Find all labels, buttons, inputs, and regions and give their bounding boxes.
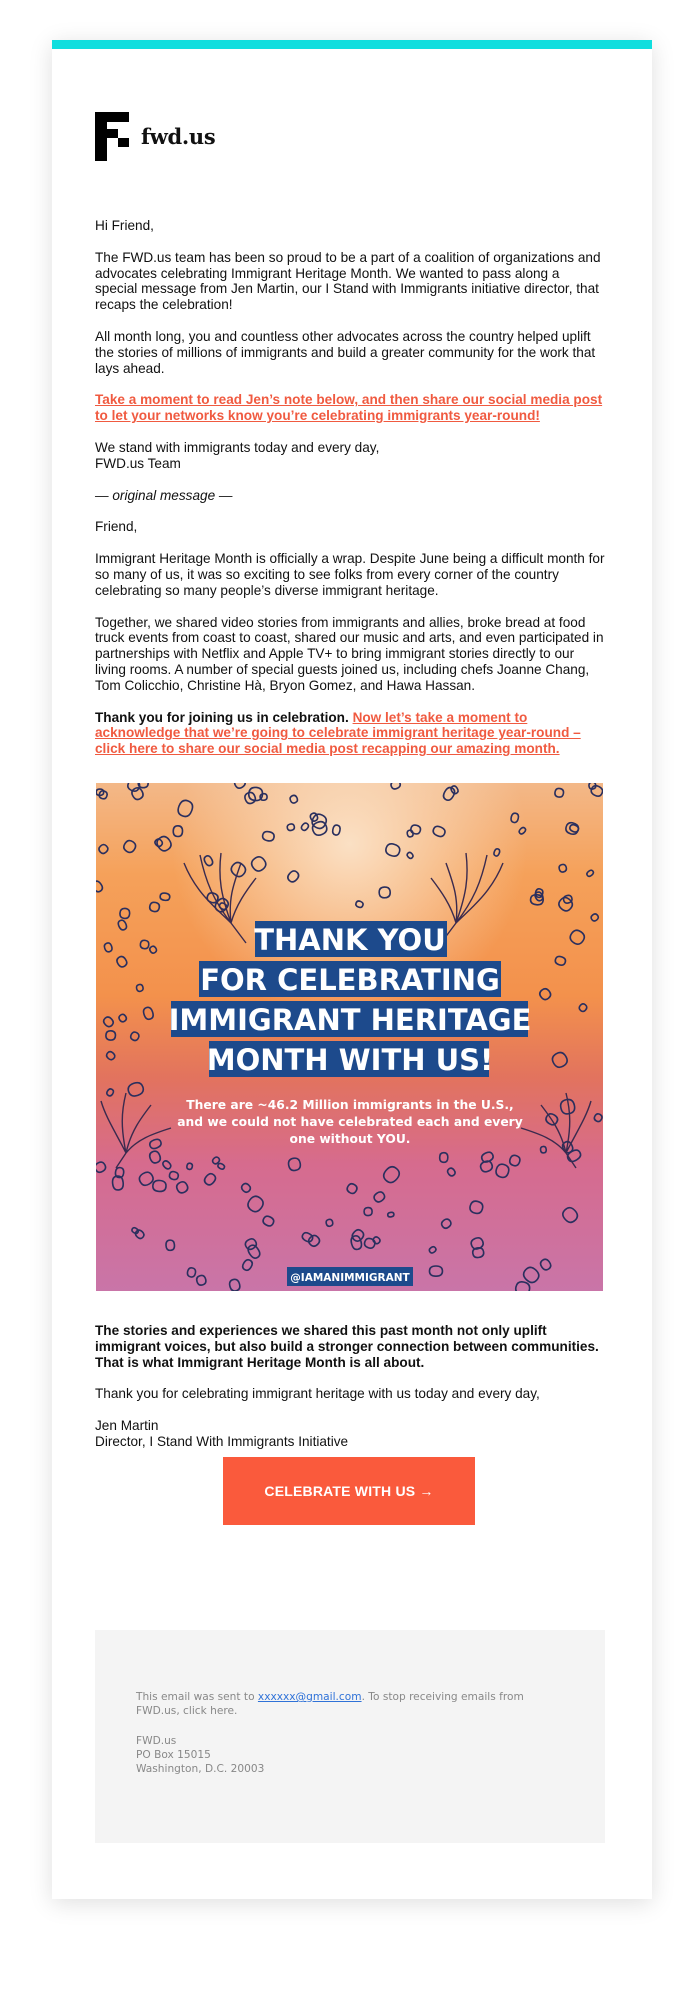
footer-unsubscribe[interactable]: . To stop receiving emails from FWD.us, click here. xyxy=(136,1691,524,1717)
fwd-us-logo[interactable] xyxy=(95,112,215,161)
footer-email-link[interactable]: xxxxxx@gmail.com xyxy=(257,1691,362,1703)
share-post-link[interactable]: Now let’s take a moment to acknowledge that we’re going to celebrate immigrant heritage year-round – click here to share our social media post recapping our amazing month. xyxy=(95,709,581,757)
footer-po-box: PO Box 15015 xyxy=(136,1749,211,1761)
thanks-text: Thank you for joining us in celebration. xyxy=(95,709,349,725)
original-message-divider: — original message — xyxy=(95,487,233,503)
subtext-line-2: and we could not have celebrated each and every xyxy=(177,1115,523,1129)
footer-sent-prefix: This email was sent to xyxy=(136,1691,258,1703)
headline-line-2: FOR CELEBRATING xyxy=(200,963,500,997)
greeting: Hi Friend, xyxy=(95,218,154,233)
headline-line-4: MONTH WITH US! xyxy=(206,1043,494,1077)
stories-paragraph: The stories and experiences we shared this past month not only uplift immigrant voices, but also build a stronger connection between communities. That is what Immigrant Heritage Month is all about. xyxy=(95,1323,599,1370)
thank-you-paragraph: Thank you for celebrating immigrant heritage with us today and every day, xyxy=(95,1386,540,1402)
team-signature: FWD.us Team xyxy=(95,455,181,471)
footer-org: FWD.us xyxy=(136,1735,177,1747)
signoff-line: We stand with immigrants today and every day, xyxy=(95,439,380,455)
footer xyxy=(95,1630,605,1843)
subtext-line-1: There are ~46.2 Million immigrants in the U.S., xyxy=(186,1098,514,1112)
signer-title: Director, I Stand With Immigrants Initiative xyxy=(95,1433,349,1449)
headline-line-3: IMMIGRANT HERITAGE xyxy=(168,1003,532,1037)
headline-line-1: THANK YOU xyxy=(254,923,446,957)
wrap-paragraph: Immigrant Heritage Month is officially a wrap. Despite June being a difficult month for so many of us, it was so exciting to see folks from every corner of the country celebrating so many people’s diverse immigrant heritage. xyxy=(95,551,605,598)
intro-paragraph: The FWD.us team has been so proud to be a part of a coalition of organizations and advocates celebrating Immigrant Heritage Month. We wanted to pass along a special message from Jen Martin, our I Stand with Immigrants initiative director, that recaps the celebration! xyxy=(95,249,601,313)
signer-name: Jen Martin xyxy=(95,1418,159,1434)
subtext-line-3: one without YOU. xyxy=(289,1132,411,1146)
celebrate-button[interactable]: CELEBRATE WITH US → xyxy=(223,1457,475,1525)
email-body xyxy=(95,218,605,773)
email-body-lower xyxy=(95,1323,605,1466)
read-note-link[interactable]: Take a moment to read Jen’s note below, and then share our social media post to let your networks know you’re celebrating immigrants year-round! xyxy=(95,392,603,424)
friend-salutation: Friend, xyxy=(95,519,138,535)
footer-city: Washington, D.C. 20003 xyxy=(136,1763,265,1775)
accent-bar xyxy=(52,40,652,49)
logo-text: fwd.us xyxy=(141,124,216,149)
celebration-graphic[interactable] xyxy=(96,783,603,1291)
handle-tag: @IAMANIMMIGRANT xyxy=(290,1272,410,1284)
together-paragraph: Together, we shared video stories from immigrants and allies, broke bread at food truck events from coast to coast, shared our music and arts, and even participated in partnerships with Netflix and Apple TV+ to bring immigrant stories directly to our living rooms. A number of special guests joined us, including chefs Joanne Chang, Tom Colicchio, Christine Hà, Bryon Gomez, and Hawa Hassan. xyxy=(95,614,604,693)
advocates-paragraph: All month long, you and countless other advocates across the country helped uplift the stories of millions of immigrants and build a greater community for the work that lays ahead. xyxy=(95,328,596,376)
fwd-logo-mark-icon xyxy=(95,112,129,161)
